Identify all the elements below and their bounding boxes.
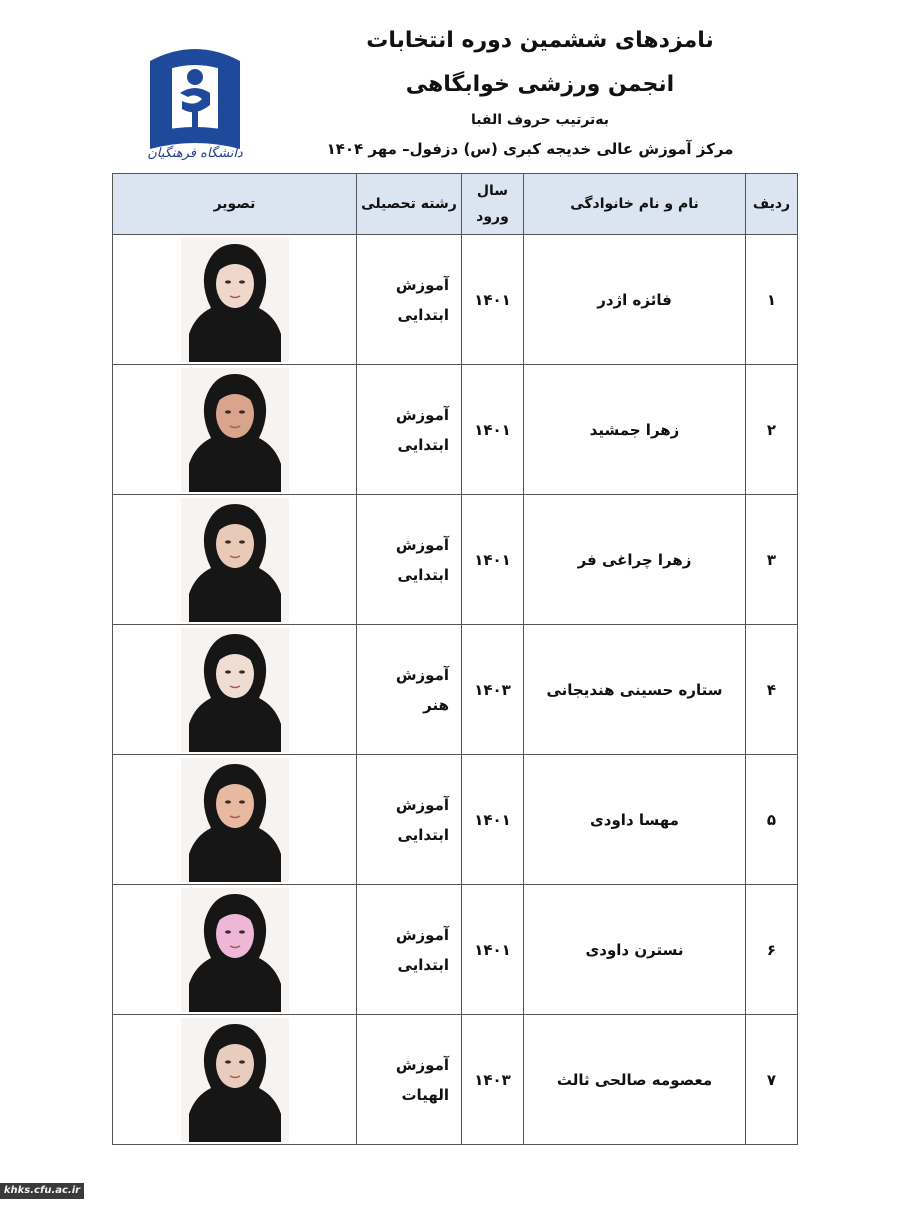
row-year: ۱۴۰۱ [462,495,524,625]
row-rank: ۲ [746,365,798,495]
row-name: زهرا چراغی فر [524,495,746,625]
table-row [113,625,798,755]
row-year: ۱۴۰۳ [462,625,524,755]
row-rank: ۴ [746,625,798,755]
row-field [357,235,462,365]
row-field-text: آموزش ابتدایی [395,925,449,974]
row-photo [113,625,357,755]
candidate-portrait [181,238,289,362]
row-year: ۱۴۰۱ [462,365,524,495]
row-field-text: آموزش ابتدایی [395,795,449,844]
row-name: مهسا داودی [524,755,746,885]
row-field-text: آموزش ابتدایی [395,405,449,454]
table-header-row [113,174,798,235]
row-rank: ۷ [746,1015,798,1145]
column-header-rank: ردیف [746,174,798,235]
candidate-portrait [181,888,289,1012]
column-header-year-label: سال ورود [476,183,509,225]
candidate-portrait [181,368,289,492]
table-row [113,495,798,625]
row-field [357,1015,462,1145]
row-field-text: آموزش الهیات [395,1055,449,1104]
row-photo [113,495,357,625]
row-field-text: آموزش هنر [395,665,449,714]
subtitle-order: به‌ترتیب حروف الفبا [470,112,610,128]
title-line-1: نامزدهای ششمین دوره انتخابات [366,28,714,53]
row-year: ۱۴۰۱ [462,235,524,365]
column-header-field: رشته تحصیلی [357,174,462,235]
column-header-photo: تصویر [113,174,357,235]
row-field [357,495,462,625]
row-rank: ۱ [746,235,798,365]
row-rank: ۶ [746,885,798,1015]
row-name: معصومه صالحی ثالث [524,1015,746,1145]
row-photo [113,1015,357,1145]
row-field [357,755,462,885]
row-rank: ۳ [746,495,798,625]
row-field-text: آموزش ابتدایی [395,535,449,584]
candidates-table [112,173,798,1145]
row-photo [113,755,357,885]
title-line-2: انجمن ورزشی خوابگاهی [405,72,675,97]
candidate-portrait [181,628,289,752]
row-name: ستاره حسینی هندیجانی [524,625,746,755]
row-name: زهرا جمشید [524,365,746,495]
column-header-year [462,174,524,235]
row-field [357,625,462,755]
row-year: ۱۴۰۱ [462,755,524,885]
candidate-portrait [181,758,289,882]
source-watermark: khks.cfu.ac.ir [0,1183,84,1199]
row-rank: ۵ [746,755,798,885]
row-name: نسترن داودی [524,885,746,1015]
row-year: ۱۴۰۱ [462,885,524,1015]
candidate-portrait [181,498,289,622]
row-photo [113,235,357,365]
table-row [113,365,798,495]
subtitle-institution: مرکز آموزش عالی خدیجه کبری (س) دزفول– مهر ۱۴۰۴ [326,140,734,158]
logo-caption: دانشگاه فرهنگیان [147,146,243,161]
column-header-name: نام و نام خانوادگی [524,174,746,235]
row-name: فائزه اژدر [524,235,746,365]
row-year: ۱۴۰۳ [462,1015,524,1145]
row-field [357,885,462,1015]
row-photo [113,365,357,495]
table-row [113,885,798,1015]
row-field-text: آموزش ابتدایی [395,275,449,324]
table-row [113,1015,798,1145]
row-photo [113,885,357,1015]
table-row [113,235,798,365]
candidate-portrait [181,1018,289,1142]
table-row [113,755,798,885]
row-field [357,365,462,495]
